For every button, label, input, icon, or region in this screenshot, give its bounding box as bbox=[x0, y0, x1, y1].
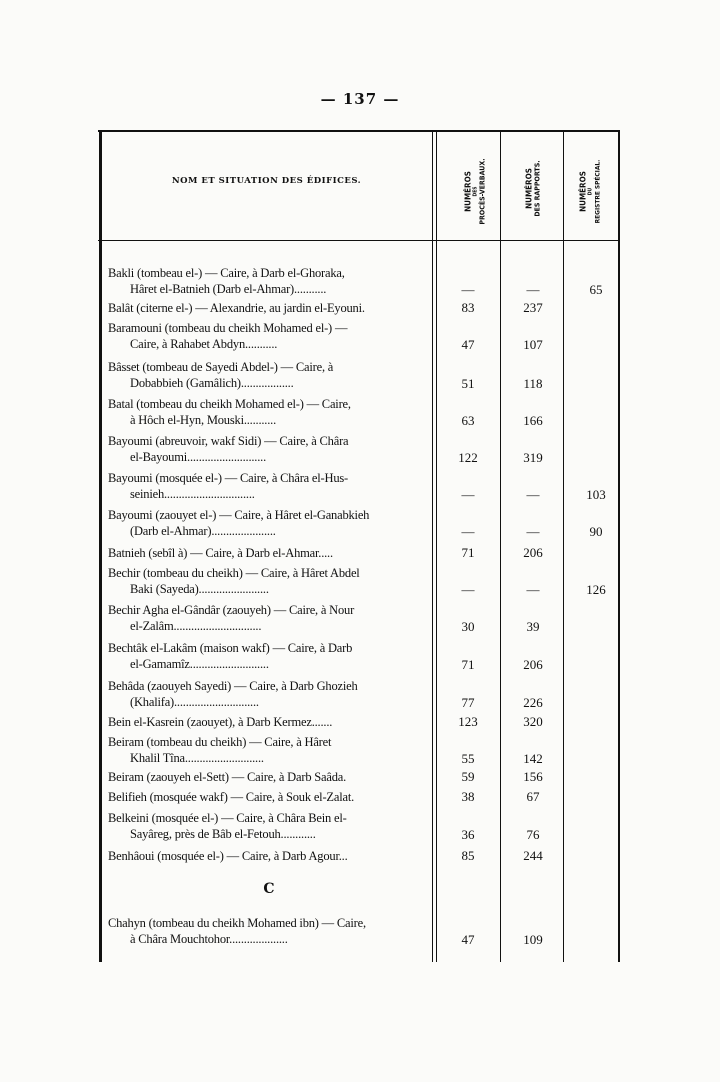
edifice-name-line1: Bechir (tombeau du cheikh) — Caire, à Hâret Abdel bbox=[108, 566, 360, 580]
edifice-name bbox=[108, 915, 430, 947]
edifice-name bbox=[108, 359, 430, 391]
rapport-number: 226 bbox=[523, 695, 543, 710]
registre-number: 126 bbox=[586, 582, 606, 597]
rapport-number: 206 bbox=[523, 657, 543, 672]
proces-verbal-number: 71 bbox=[461, 545, 475, 560]
rapport-number: 166 bbox=[523, 413, 543, 428]
rapport-number: 237 bbox=[523, 300, 543, 315]
rapport-number: 320 bbox=[523, 714, 543, 729]
edifice-name-line1: Baramouni (tombeau du cheikh Mohamed el-) — bbox=[108, 321, 348, 335]
edifice-name-line1: Behâda (zaouyeh Sayedi) — Caire, à Darb Ghozieh bbox=[108, 679, 358, 693]
edifice-name bbox=[108, 265, 430, 297]
edifice-name-line1: Bechtâk el-Lakâm (maison wakf) — Caire, à Darb bbox=[108, 641, 353, 655]
proces-verbal-number: — bbox=[461, 524, 475, 539]
registre-number: 90 bbox=[589, 524, 603, 539]
edifice-name-line1: Bakli (tombeau el-) — Caire, à Darb el-Ghoraka, bbox=[108, 266, 345, 280]
edifice-name bbox=[108, 470, 430, 502]
col1-header bbox=[464, 137, 487, 247]
registre-number: 65 bbox=[589, 282, 603, 297]
name-column-header: NOM ET SITUATION DES ÉDIFICES. bbox=[171, 176, 362, 186]
edifice-name bbox=[108, 545, 430, 561]
edifice-name bbox=[108, 640, 430, 672]
edifice-name-line2: el-Gamamîz........................... bbox=[130, 657, 269, 671]
edifice-name-line1: Batal (tombeau du cheikh Mohamed el-) — Caire, bbox=[108, 397, 351, 411]
proces-verbal-number: 122 bbox=[458, 450, 478, 465]
rapport-number: 206 bbox=[523, 545, 543, 560]
rapport-number: 319 bbox=[523, 450, 543, 465]
edifice-name-line2: el-Zalâm.............................. bbox=[130, 619, 262, 633]
edifice-name-line2: seinieh............................... bbox=[130, 487, 255, 501]
col3-left-rule bbox=[563, 130, 564, 962]
edifice-name bbox=[108, 769, 430, 785]
edifice-name-line2: à Châra Mouchtohor.................... bbox=[130, 932, 288, 946]
edifice-name-line1: Chahyn (tombeau du cheikh Mohamed ibn) — Caire, bbox=[108, 916, 366, 930]
edifice-name-line2: à Hôch el-Hyn, Mouski........... bbox=[130, 413, 277, 427]
col1-left-rule bbox=[432, 130, 433, 962]
edifice-name-line1: Bayoumi (mosquée el-) — Caire, à Châra el-Hus- bbox=[108, 471, 349, 485]
rapport-number: — bbox=[526, 282, 540, 297]
col2-header-bot: DES RAPPORTS. bbox=[533, 160, 542, 217]
edifice-name-line1: Belifieh (mosquée wakf) — Caire, à Souk el-Zalat. bbox=[108, 790, 355, 804]
edifice-name bbox=[108, 300, 430, 316]
edifice-name bbox=[108, 507, 430, 539]
edifice-name bbox=[108, 320, 430, 352]
proces-verbal-number: 77 bbox=[461, 695, 475, 710]
table-left-rule bbox=[99, 130, 102, 962]
proces-verbal-number: 38 bbox=[461, 789, 475, 804]
table-right-rule bbox=[618, 130, 620, 962]
edifice-name bbox=[108, 789, 430, 805]
edifice-name bbox=[108, 433, 430, 465]
edifice-name-line2: Hâret el-Batnieh (Darb el-Ahmar)........... bbox=[130, 282, 327, 296]
edifice-name-line1: Bayoumi (zaouyet el-) — Caire, à Hâret el-Ganabkieh bbox=[108, 508, 370, 522]
rapport-number: 109 bbox=[523, 932, 543, 947]
edifice-name bbox=[108, 734, 430, 766]
edifice-name-line1: Bâsset (tombeau de Sayedi Abdel-) — Caire, à bbox=[108, 360, 334, 374]
page-number: — 137 — bbox=[320, 90, 400, 108]
proces-verbal-number: 47 bbox=[461, 932, 475, 947]
rapport-number: — bbox=[526, 582, 540, 597]
rapport-number: 39 bbox=[526, 619, 540, 634]
rapport-number: 67 bbox=[526, 789, 540, 804]
proces-verbal-number: 59 bbox=[461, 769, 475, 784]
col2-header bbox=[525, 134, 542, 244]
edifice-name-line2: Baki (Sayeda)........................ bbox=[130, 582, 269, 596]
proces-verbal-number: 123 bbox=[458, 714, 478, 729]
proces-verbal-number: 36 bbox=[461, 827, 475, 842]
edifice-name-line2: (Darb el-Ahmar)...................... bbox=[130, 524, 276, 538]
edifice-name-line2: Dobabbieh (Gamâlich).................. bbox=[130, 376, 294, 390]
edifice-name-line1: Batnieh (sebîl à) — Caire, à Darb el-Ahmar..... bbox=[108, 546, 333, 560]
proces-verbal-number: 47 bbox=[461, 337, 475, 352]
col1-header-top: NUMÉROS bbox=[463, 171, 473, 212]
edifice-name bbox=[108, 396, 430, 428]
edifice-name-line1: Bein el-Kasrein (zaouyet), à Darb Kermez....... bbox=[108, 715, 333, 729]
rapport-number: 118 bbox=[523, 376, 543, 391]
rapport-number: — bbox=[526, 487, 540, 502]
edifice-name-line2: Sayâreg, près de Bâb el-Fetouh............ bbox=[130, 827, 316, 841]
edifice-name-line2: Caire, à Rahabet Abdyn........... bbox=[130, 337, 278, 351]
edifice-name-line1: Benhâoui (mosquée el-) — Caire, à Darb Agour... bbox=[108, 849, 348, 863]
col1-header-bot: PROCÈS-VERBAUX. bbox=[478, 158, 487, 225]
edifice-name bbox=[108, 565, 430, 597]
proces-verbal-number: 51 bbox=[461, 376, 475, 391]
edifice-name-line1: Belkeini (mosquée el-) — Caire, à Châra Bein el- bbox=[108, 811, 347, 825]
proces-verbal-number: — bbox=[461, 582, 475, 597]
edifice-name-line1: Balât (citerne el-) — Alexandrie, au jardin el-Eyouni. bbox=[108, 301, 365, 315]
rapport-number: 156 bbox=[523, 769, 543, 784]
col1-right-rule bbox=[436, 130, 437, 962]
edifice-name-line1: Beiram (zaouyeh el-Sett) — Caire, à Darb Saâda. bbox=[108, 770, 347, 784]
col2-header-top: NUMÉROS bbox=[524, 168, 534, 209]
proces-verbal-number: 85 bbox=[461, 848, 475, 863]
col3-header-mid: DU bbox=[587, 187, 594, 196]
section-letter: C bbox=[263, 881, 275, 897]
rapport-number: 76 bbox=[526, 827, 540, 842]
edifice-name-line1: Beiram (tombeau du cheikh) — Caire, à Hâret bbox=[108, 735, 332, 749]
edifice-name bbox=[108, 848, 430, 864]
registre-number: 103 bbox=[586, 487, 606, 502]
edifice-name-line2: (Khalifa)............................. bbox=[130, 695, 259, 709]
edifice-name-line1: Bechir Agha el-Gândâr (zaouyeh) — Caire, à Nour bbox=[108, 603, 355, 617]
col3-header-top: NUMÉROS bbox=[578, 171, 588, 212]
edifice-name-line1: Bayoumi (abreuvoir, wakf Sidi) — Caire, à Châra bbox=[108, 434, 349, 448]
header-bottom-rule bbox=[98, 240, 620, 241]
proces-verbal-number: 63 bbox=[461, 413, 475, 428]
proces-verbal-number: — bbox=[461, 282, 475, 297]
proces-verbal-number: — bbox=[461, 487, 475, 502]
edifice-name bbox=[108, 678, 430, 710]
table-top-rule bbox=[98, 130, 620, 132]
col3-header-bot: REGISTRE SPÉCIAL. bbox=[593, 159, 602, 224]
rapport-number: 107 bbox=[523, 337, 543, 352]
proces-verbal-number: 71 bbox=[461, 657, 475, 672]
edifice-name-line2: Khalil Tîna........................... bbox=[130, 751, 264, 765]
rapport-number: 244 bbox=[523, 848, 543, 863]
edifice-name-line2: el-Bayoumi........................... bbox=[130, 450, 266, 464]
col3-header bbox=[579, 137, 602, 247]
proces-verbal-number: 83 bbox=[461, 300, 475, 315]
edifice-name bbox=[108, 602, 430, 634]
proces-verbal-number: 30 bbox=[461, 619, 475, 634]
edifice-name bbox=[108, 714, 430, 730]
edifice-name bbox=[108, 810, 430, 842]
rapport-number: 142 bbox=[523, 751, 543, 766]
col2-left-rule bbox=[500, 130, 501, 962]
col1-header-mid: DES bbox=[472, 186, 479, 197]
rapport-number: — bbox=[526, 524, 540, 539]
proces-verbal-number: 55 bbox=[461, 751, 475, 766]
